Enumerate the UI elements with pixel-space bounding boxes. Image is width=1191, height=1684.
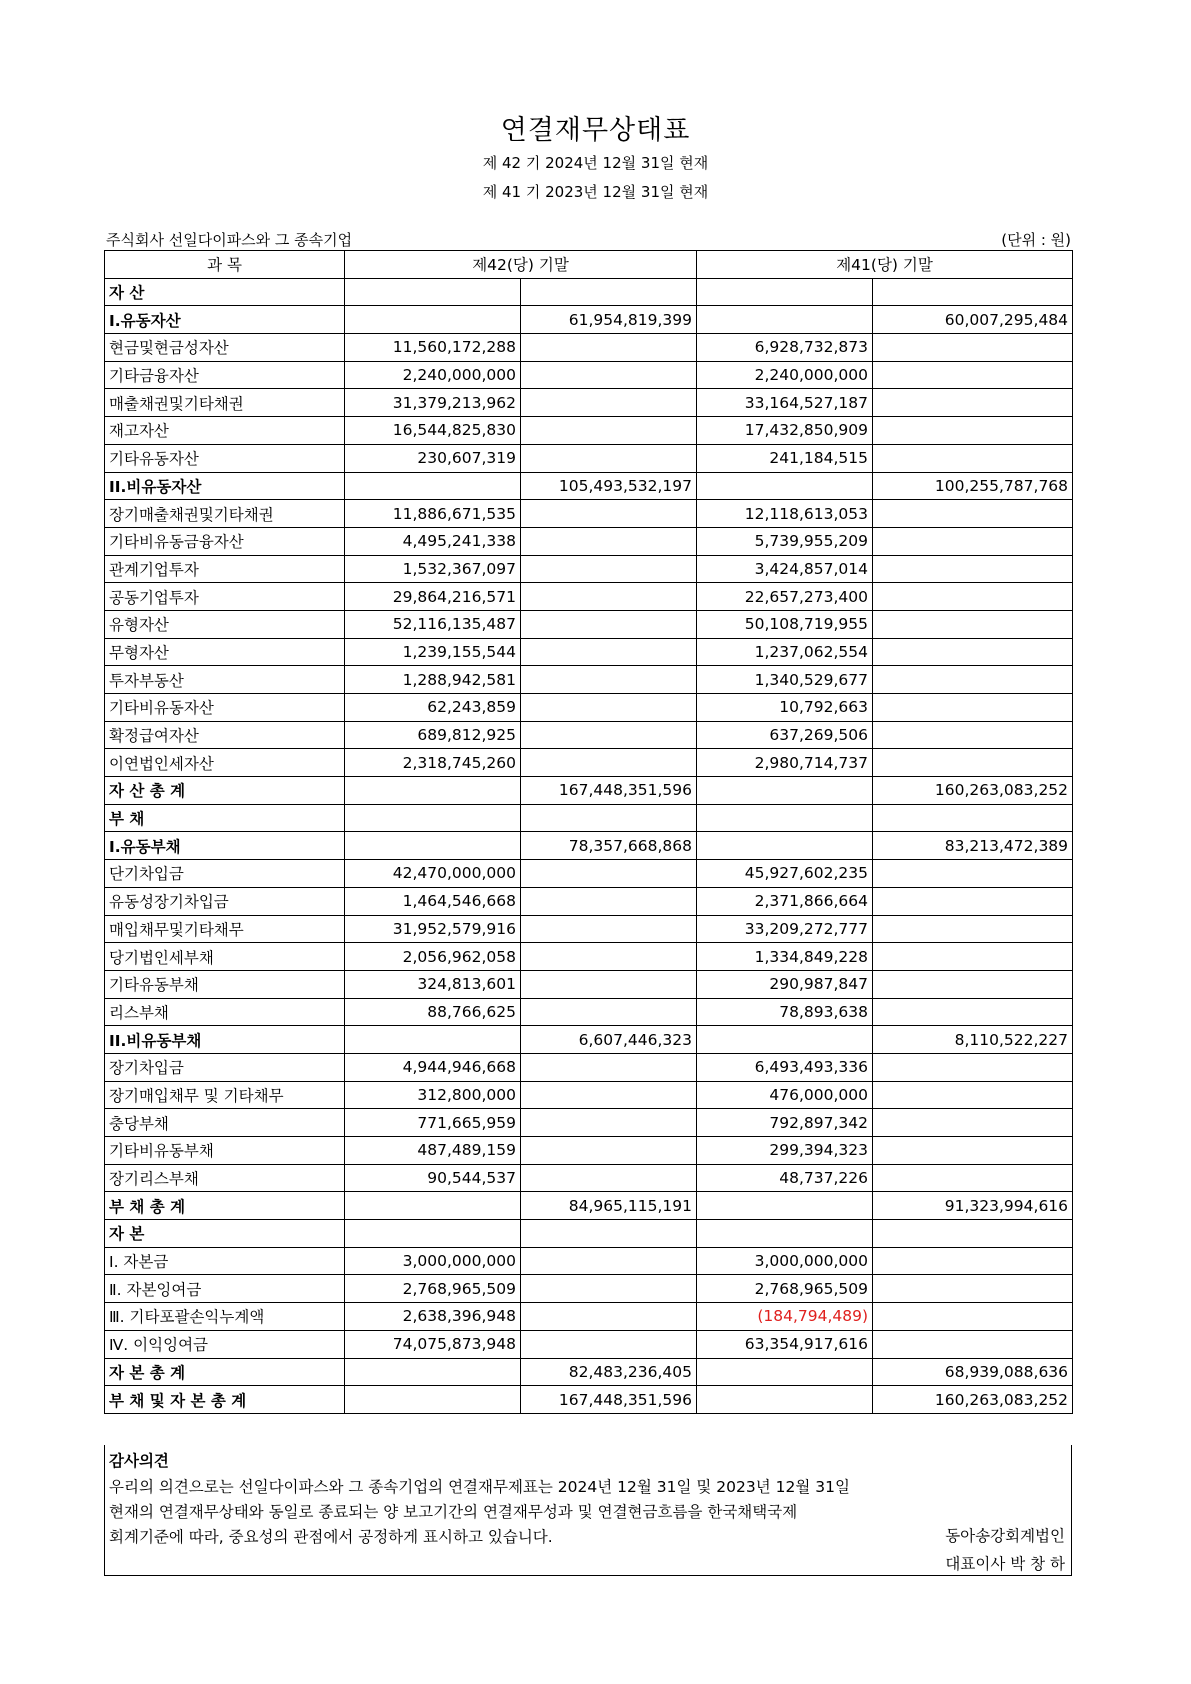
current-detail-amount: 74,075,873,948 [345,1330,521,1358]
table-row [105,1247,1073,1275]
audit-opinion-line: 우리의 의견으로는 선일다이파스와 그 종속기업의 연결재무제표는 2024년 12월 31일 및 2023년 12월 31일 [109,1478,850,1496]
current-detail-amount: 42,470,000,000 [345,860,521,888]
current-detail-amount: 4,495,241,338 [345,527,521,555]
current-total-amount [521,749,697,777]
table-row [105,500,1073,528]
audit-opinion-line: 회계기준에 따라, 중요성의 관점에서 공정하게 표시하고 있습니다. [109,1528,553,1546]
header-account: 과 목 [105,251,345,279]
current-total-amount [521,860,697,888]
current-detail-amount: 1,464,546,668 [345,887,521,915]
account-name: 장기매출채권및기타채권 [105,500,345,528]
table-row [105,361,1073,389]
current-total-amount [521,887,697,915]
current-detail-amount [345,1220,521,1248]
current-detail-amount: 1,288,942,581 [345,666,521,694]
current-detail-amount: 1,532,367,097 [345,555,521,583]
previous-detail-amount [697,804,873,832]
table-row [105,943,1073,971]
previous-total-amount [873,943,1073,971]
audit-firm-name: 동아송강회계법인 [945,1527,1065,1545]
current-detail-amount: 1,239,155,544 [345,638,521,666]
current-detail-amount: 11,886,671,535 [345,500,521,528]
account-name: Ⅰ. 자본금 [105,1247,345,1275]
current-total-amount: 105,493,532,197 [521,472,697,500]
current-detail-amount [345,1192,521,1220]
table-row [105,970,1073,998]
previous-total-amount [873,638,1073,666]
current-total-amount [521,389,697,417]
current-total-amount: 6,607,446,323 [521,1026,697,1054]
table-row [105,694,1073,722]
balance-sheet-table [104,250,1073,1414]
previous-detail-amount: 637,269,506 [697,721,873,749]
audit-opinion-box [104,1445,1072,1576]
previous-total-amount [873,887,1073,915]
table-row [105,610,1073,638]
current-detail-amount: 90,544,537 [345,1164,521,1192]
current-detail-amount: 31,379,213,962 [345,389,521,417]
previous-detail-amount: 48,737,226 [697,1164,873,1192]
audit-representative: 대표이사 박 창 하 [945,1555,1065,1573]
previous-total-amount [873,804,1073,832]
table-row [105,749,1073,777]
previous-detail-amount: 12,118,613,053 [697,500,873,528]
previous-detail-amount: 5,739,955,209 [697,527,873,555]
section-row [105,278,1073,306]
section-row [105,1220,1073,1248]
current-total-amount: 167,448,351,596 [521,1386,697,1414]
account-name: I.유동자산 [105,306,345,334]
previous-total-amount [873,1247,1073,1275]
current-total-amount [521,638,697,666]
current-total-amount [521,500,697,528]
account-name: 장기차입금 [105,1053,345,1081]
table-row [105,1164,1073,1192]
current-total-amount [521,804,697,832]
account-name: 자 본 총 계 [105,1358,345,1386]
table-row [105,1275,1073,1303]
account-name: 재고자산 [105,417,345,445]
current-total-amount [521,1220,697,1248]
current-detail-amount: 2,318,745,260 [345,749,521,777]
previous-detail-amount: 6,493,493,336 [697,1053,873,1081]
previous-total-amount [873,278,1073,306]
previous-total-amount [873,998,1073,1026]
previous-detail-amount: 33,209,272,777 [697,915,873,943]
previous-detail-amount: 2,980,714,737 [697,749,873,777]
section-row [105,777,1073,805]
current-total-amount [521,721,697,749]
account-name: 자 산 [105,278,345,306]
current-detail-amount: 29,864,216,571 [345,583,521,611]
previous-total-amount [873,860,1073,888]
account-name: 당기법인세부채 [105,943,345,971]
account-name: 자 본 [105,1220,345,1248]
audit-opinion-text [109,1475,850,1550]
current-total-amount [521,915,697,943]
table-row [105,444,1073,472]
previous-total-amount: 8,110,522,227 [873,1026,1073,1054]
previous-detail-amount: 2,371,866,664 [697,887,873,915]
current-total-amount [521,1137,697,1165]
previous-detail-amount [697,1386,873,1414]
current-detail-amount [345,777,521,805]
current-detail-amount [345,1386,521,1414]
current-detail-amount: 2,056,962,058 [345,943,521,971]
current-total-amount [521,555,697,583]
table-row [105,998,1073,1026]
current-total-amount: 82,483,236,405 [521,1358,697,1386]
previous-detail-amount [697,1358,873,1386]
table-row [105,417,1073,445]
previous-detail-amount: 3,424,857,014 [697,555,873,583]
unit-label: (단위 : 원) [1001,231,1071,249]
account-name: 충당부채 [105,1109,345,1137]
account-name: 무형자산 [105,638,345,666]
previous-total-amount [873,500,1073,528]
account-name: 매출채권및기타채권 [105,389,345,417]
table-row [105,527,1073,555]
account-name: 관계기업투자 [105,555,345,583]
period-current: 제 42 기 2024년 12월 31일 현재 [482,154,709,172]
previous-detail-amount [697,306,873,334]
current-total-amount [521,666,697,694]
table-row [105,887,1073,915]
previous-total-amount [873,915,1073,943]
current-total-amount [521,1303,697,1331]
previous-detail-amount: 1,237,062,554 [697,638,873,666]
account-name: 기타비유동금융자산 [105,527,345,555]
previous-total-amount [873,389,1073,417]
current-detail-amount: 52,116,135,487 [345,610,521,638]
previous-detail-amount: 1,340,529,677 [697,666,873,694]
previous-total-amount: 160,263,083,252 [873,777,1073,805]
previous-total-amount [873,417,1073,445]
current-total-amount [521,1081,697,1109]
section-row [105,804,1073,832]
current-detail-amount: 689,812,925 [345,721,521,749]
current-total-amount [521,1164,697,1192]
previous-detail-amount [697,1192,873,1220]
current-detail-amount: 487,489,159 [345,1137,521,1165]
table-row [105,638,1073,666]
previous-total-amount [873,1275,1073,1303]
previous-detail-amount: 10,792,663 [697,694,873,722]
header-current-period: 제42(당) 기말 [345,251,697,279]
document-title: 연결재무상태표 [500,115,691,146]
previous-detail-amount: (184,794,489) [697,1303,873,1331]
section-row [105,1358,1073,1386]
previous-detail-amount: 50,108,719,955 [697,610,873,638]
previous-detail-amount: 290,987,847 [697,970,873,998]
table-header-row [105,251,1073,279]
account-name: 단기차입금 [105,860,345,888]
current-total-amount: 167,448,351,596 [521,777,697,805]
current-total-amount: 61,954,819,399 [521,306,697,334]
section-row [105,1026,1073,1054]
table-row [105,721,1073,749]
previous-total-amount [873,583,1073,611]
table-row [105,555,1073,583]
previous-detail-amount: 6,928,732,873 [697,334,873,362]
previous-detail-amount: 45,927,602,235 [697,860,873,888]
account-name: 기타유동자산 [105,444,345,472]
account-name: 이연법인세자산 [105,749,345,777]
account-name: 부 채 [105,804,345,832]
previous-detail-amount: 241,184,515 [697,444,873,472]
table-row [105,1330,1073,1358]
current-detail-amount: 2,768,965,509 [345,1275,521,1303]
current-detail-amount [345,1358,521,1386]
previous-detail-amount: 299,394,323 [697,1137,873,1165]
account-name: Ⅳ. 이익잉여금 [105,1330,345,1358]
current-total-amount [521,527,697,555]
current-detail-amount: 11,560,172,288 [345,334,521,362]
audit-opinion-heading: 감사의견 [109,1452,169,1470]
previous-detail-amount: 22,657,273,400 [697,583,873,611]
previous-total-amount: 83,213,472,389 [873,832,1073,860]
table-row [105,915,1073,943]
previous-detail-amount [697,472,873,500]
current-total-amount [521,278,697,306]
current-total-amount [521,361,697,389]
current-total-amount [521,1275,697,1303]
table-row [105,389,1073,417]
current-detail-amount: 312,800,000 [345,1081,521,1109]
current-total-amount [521,444,697,472]
previous-total-amount [873,610,1073,638]
account-name: 장기매입채무 및 기타채무 [105,1081,345,1109]
previous-detail-amount: 33,164,527,187 [697,389,873,417]
previous-total-amount [873,444,1073,472]
previous-detail-amount: 792,897,342 [697,1109,873,1137]
account-name: 투자부동산 [105,666,345,694]
current-detail-amount: 3,000,000,000 [345,1247,521,1275]
current-detail-amount: 2,240,000,000 [345,361,521,389]
current-detail-amount: 771,665,959 [345,1109,521,1137]
previous-detail-amount [697,1026,873,1054]
current-total-amount [521,417,697,445]
previous-detail-amount: 1,334,849,228 [697,943,873,971]
previous-total-amount [873,1220,1073,1248]
account-name: 기타비유동부채 [105,1137,345,1165]
previous-total-amount: 68,939,088,636 [873,1358,1073,1386]
account-name: 공동기업투자 [105,583,345,611]
section-row [105,832,1073,860]
current-detail-amount: 62,243,859 [345,694,521,722]
previous-total-amount [873,1330,1073,1358]
previous-total-amount [873,1053,1073,1081]
previous-total-amount: 160,263,083,252 [873,1386,1073,1414]
previous-total-amount [873,1109,1073,1137]
previous-total-amount [873,749,1073,777]
header-previous-period: 제41(당) 기말 [697,251,1073,279]
table-row [105,1053,1073,1081]
previous-total-amount [873,1303,1073,1331]
current-detail-amount [345,1026,521,1054]
table-row [105,583,1073,611]
current-detail-amount [345,472,521,500]
section-row [105,1386,1073,1414]
section-row [105,1192,1073,1220]
account-name: 기타비유동자산 [105,694,345,722]
current-total-amount [521,1109,697,1137]
current-detail-amount: 31,952,579,916 [345,915,521,943]
current-total-amount [521,694,697,722]
account-name: II.비유동부채 [105,1026,345,1054]
table-row [105,1303,1073,1331]
current-total-amount [521,970,697,998]
previous-total-amount [873,694,1073,722]
account-name: 현금및현금성자산 [105,334,345,362]
table-row [105,334,1073,362]
table-row [105,1137,1073,1165]
account-name: 기타유동부채 [105,970,345,998]
previous-detail-amount: 2,240,000,000 [697,361,873,389]
previous-detail-amount: 78,893,638 [697,998,873,1026]
section-row [105,472,1073,500]
account-name: 부 채 총 계 [105,1192,345,1220]
current-total-amount [521,610,697,638]
current-total-amount [521,943,697,971]
account-name: Ⅱ. 자본잉여금 [105,1275,345,1303]
current-total-amount: 78,357,668,868 [521,832,697,860]
account-name: 자 산 총 계 [105,777,345,805]
account-name: Ⅲ. 기타포괄손익누계액 [105,1303,345,1331]
current-detail-amount: 230,607,319 [345,444,521,472]
previous-total-amount [873,334,1073,362]
table-row [105,1109,1073,1137]
previous-total-amount [873,721,1073,749]
previous-detail-amount [697,278,873,306]
section-row [105,306,1073,334]
previous-total-amount [873,555,1073,583]
previous-detail-amount [697,1220,873,1248]
previous-total-amount: 91,323,994,616 [873,1192,1073,1220]
company-name: 주식회사 선일다이파스와 그 종속기업 [106,231,353,249]
current-detail-amount: 324,813,601 [345,970,521,998]
current-total-amount [521,1330,697,1358]
current-detail-amount [345,278,521,306]
account-name: I.유동부채 [105,832,345,860]
current-total-amount [521,1053,697,1081]
account-name: 부 채 및 자 본 총 계 [105,1386,345,1414]
account-name: 리스부채 [105,998,345,1026]
current-total-amount [521,583,697,611]
previous-total-amount [873,361,1073,389]
audit-opinion-line: 현재의 연결재무상태와 동일로 종료되는 양 보고기간의 연결재무성과 및 연결현금흐름을 한국채택국제 [109,1503,798,1521]
previous-total-amount [873,1137,1073,1165]
account-name: 유동성장기차입금 [105,887,345,915]
current-detail-amount: 16,544,825,830 [345,417,521,445]
account-name: 매입채무및기타채무 [105,915,345,943]
current-total-amount [521,998,697,1026]
previous-detail-amount: 2,768,965,509 [697,1275,873,1303]
current-detail-amount: 88,766,625 [345,998,521,1026]
current-detail-amount [345,832,521,860]
current-total-amount [521,1247,697,1275]
previous-total-amount [873,970,1073,998]
previous-total-amount [873,527,1073,555]
account-name: II.비유동자산 [105,472,345,500]
previous-detail-amount: 17,432,850,909 [697,417,873,445]
table-body [105,278,1073,1413]
account-name: 유형자산 [105,610,345,638]
previous-detail-amount: 3,000,000,000 [697,1247,873,1275]
previous-detail-amount [697,777,873,805]
table-row [105,860,1073,888]
previous-total-amount [873,1164,1073,1192]
account-name: 장기리스부채 [105,1164,345,1192]
previous-detail-amount [697,832,873,860]
previous-detail-amount: 63,354,917,616 [697,1330,873,1358]
previous-total-amount: 60,007,295,484 [873,306,1073,334]
previous-detail-amount: 476,000,000 [697,1081,873,1109]
current-detail-amount [345,306,521,334]
table-row [105,666,1073,694]
current-detail-amount: 4,944,946,668 [345,1053,521,1081]
current-detail-amount [345,804,521,832]
current-detail-amount: 2,638,396,948 [345,1303,521,1331]
account-name: 기타금융자산 [105,361,345,389]
table-row [105,1081,1073,1109]
current-total-amount [521,334,697,362]
previous-total-amount [873,666,1073,694]
previous-total-amount: 100,255,787,768 [873,472,1073,500]
period-previous: 제 41 기 2023년 12월 31일 현재 [482,183,709,201]
previous-total-amount [873,1081,1073,1109]
account-name: 확정급여자산 [105,721,345,749]
current-total-amount: 84,965,115,191 [521,1192,697,1220]
